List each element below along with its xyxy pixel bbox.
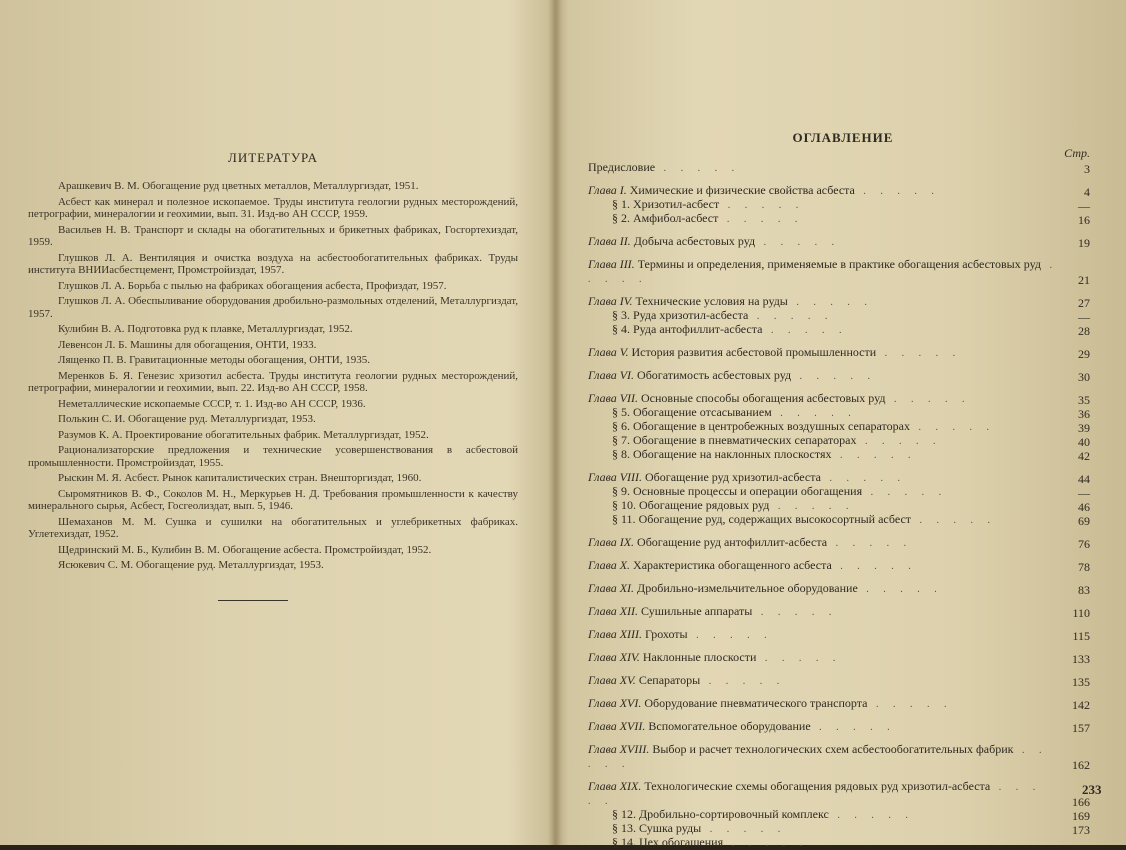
toc-leader-dots: . . . . .	[911, 515, 997, 526]
toc-leader-dots: . . . . .	[771, 408, 857, 419]
toc-entry-text: Наклонные плоскости	[642, 650, 757, 664]
toc-entry-text: Руда хризотил-асбеста	[633, 308, 749, 322]
toc-entry-label: § 10.	[612, 498, 636, 512]
reference-item: Рационализаторские предложения и технические усовершенствования в асбестовой промышленности. Промстройиздат, 1955.	[28, 444, 518, 469]
reference-item: Левенсон Л. Б. Машины для обогащения, ОНТИ, 1933.	[58, 338, 317, 351]
toc-page-number: 133	[1072, 652, 1090, 666]
toc-leader-dots: . . . . .	[756, 653, 842, 664]
reference-item: Рыскин М. Я. Асбест. Рынок капиталистических стран. Внешторгиздат, 1960.	[58, 472, 422, 484]
toc-page-number: 16	[1078, 213, 1090, 227]
toc-entry-label: § 12.	[612, 807, 636, 821]
toc-leader-dots: . . . . .	[909, 422, 995, 433]
toc-entry-text: Сушка руды	[639, 821, 702, 835]
toc-leader-dots: . . . . .	[655, 163, 741, 174]
toc-page-number: 46	[1078, 500, 1090, 514]
toc-entry-label: § 7.	[612, 433, 630, 447]
toc-chapter	[588, 471, 1098, 485]
toc-entry-text: Обогащение в пневматических сепараторах	[633, 433, 857, 447]
toc-entry-label: Глава IV.	[588, 294, 633, 308]
toc-section	[588, 448, 1098, 462]
reference-item: Глушков Л. А. Вентиляция и очистка воздуха на асбестообогатительных фабриках. Труды института ВНИИасбестцемент, Промстройиздат, 1957.	[28, 251, 518, 276]
right-page	[588, 130, 1098, 850]
toc-chapter	[588, 295, 1098, 309]
toc-entry-text: Обогащение руд хризотил-асбеста	[645, 470, 821, 484]
toc-section	[588, 212, 1098, 226]
toc-chapter	[588, 674, 1098, 688]
toc-chapter	[588, 651, 1098, 665]
toc-entry-label: Глава IX.	[588, 535, 635, 549]
toc-leader-dots: . . . . .	[588, 782, 1042, 807]
toc-entry-text: Основные процессы и операции обогащения	[633, 484, 863, 498]
toc-entry-label: Глава XIII.	[588, 627, 643, 641]
toc-entry-label: Глава XIX.	[588, 779, 642, 793]
toc-chapter	[588, 536, 1098, 550]
toc-leader-dots: . . . . .	[867, 699, 953, 710]
toc-entry-label: § 9.	[612, 484, 630, 498]
toc-page-number: 173	[1072, 823, 1090, 837]
toc-leader-dots: . . . . .	[700, 676, 786, 687]
toc-section	[588, 485, 1098, 499]
toc-entry-label: § 2.	[612, 211, 630, 225]
toc-leader-dots: . . . . .	[752, 607, 838, 618]
toc-entry-label: Глава II.	[588, 234, 631, 248]
toc-leader-dots: . . . . .	[718, 214, 804, 225]
toc-entry-label: Глава V.	[588, 345, 629, 359]
toc-entry-text: Технические условия на руды	[635, 294, 788, 308]
page-column-label: Стр.	[1064, 146, 1090, 160]
toc-page-number: 157	[1072, 721, 1090, 735]
toc-entry-label: § 6.	[612, 419, 630, 433]
toc-leader-dots: . . . . .	[588, 745, 1048, 770]
toc-entry-text: Обогащение на наклонных плоскостях	[633, 447, 832, 461]
toc-entry-label: Глава XVII.	[588, 719, 646, 733]
toc-page-number: 166	[1072, 795, 1090, 809]
toc-leader-dots: . . . . .	[687, 630, 773, 641]
toc-chapter	[588, 628, 1098, 642]
toc-chapter	[588, 720, 1098, 734]
toc-page-number: —	[1078, 486, 1090, 500]
toc-entry-label: Глава XVIII.	[588, 742, 650, 756]
toc-entry-label: Глава XVI.	[588, 696, 642, 710]
reference-item: Полькин С. И. Обогащение руд. Металлургиздат, 1953.	[58, 413, 316, 425]
toc-page-number: 39	[1078, 421, 1090, 435]
reference-item: Глушков Л. А. Борьба с пылью на фабриках обогащения асбеста, Профиздат, 1957.	[58, 279, 447, 292]
toc-entry-text: Оборудование пневматического транспорта	[644, 696, 868, 710]
toc-entry-text: Предисловие	[588, 160, 656, 174]
toc-leader-dots: . . . . .	[755, 237, 841, 248]
toc-page-number: 44	[1078, 472, 1090, 486]
toc-list	[588, 161, 1098, 850]
toc-entry-label: Глава VIII.	[588, 470, 643, 484]
toc-entry-text: Обогатимость асбестовых руд	[637, 368, 792, 382]
toc-page-number: 19	[1078, 236, 1090, 250]
reference-list	[28, 180, 518, 572]
toc-leader-dots: . . . . .	[762, 325, 848, 336]
toc-entry-label: Глава X.	[588, 558, 631, 572]
toc-page-number: 27	[1078, 296, 1090, 310]
toc-page-number: 69	[1078, 514, 1090, 528]
toc-chapter	[588, 184, 1098, 198]
toc-page-number: 3	[1084, 162, 1090, 176]
toc-section	[588, 406, 1098, 420]
toc-page-number: 169	[1072, 809, 1090, 823]
toc-entry-text: Сепараторы	[638, 673, 701, 687]
toc-leader-dots: . . . . .	[820, 473, 906, 484]
toc-entry-text: Технологические схемы обогащения рядовых руд хризотил-асбеста	[644, 779, 991, 793]
toc-leader-dots: . . . . .	[862, 487, 948, 498]
toc-chapter	[588, 392, 1098, 406]
toc-leader-dots: . . . . .	[885, 394, 971, 405]
toc-chapter	[588, 780, 1098, 808]
toc-section	[588, 499, 1098, 513]
toc-section	[588, 198, 1098, 212]
toc-entry-label: Глава III.	[588, 257, 635, 271]
toc-entry-text: Амфибол-асбест	[633, 211, 719, 225]
toc-entry-label: Глава I.	[588, 183, 627, 197]
toc-chapter	[588, 369, 1098, 383]
toc-title: ОГЛАВЛЕНИЕ	[792, 130, 894, 145]
toc-entry-label: Глава VII.	[588, 391, 639, 405]
reference-item: Неметаллические ископаемые СССР, т. 1. Изд-во АН СССР, 1936.	[58, 397, 366, 410]
reference-item: Васильев Н. В. Транспорт и склады на обогатительных и брикетных фабриках, Госгортехиздат, 1959.	[28, 223, 518, 248]
toc-leader-dots: . . . . .	[791, 371, 877, 382]
toc-entry-text: Обогащение рядовых руд	[639, 498, 770, 512]
toc-page-number: —	[1078, 310, 1090, 324]
toc-page-number: 40	[1078, 435, 1090, 449]
toc-section	[588, 323, 1098, 337]
toc-entry-text: Цех обогащения	[639, 835, 724, 849]
left-page	[28, 150, 518, 601]
toc-section	[588, 434, 1098, 448]
toc-page-number: —	[1078, 199, 1090, 213]
toc-chapter	[588, 605, 1098, 619]
toc-entry	[588, 161, 1098, 175]
toc-leader-dots: . . . . .	[810, 722, 896, 733]
toc-entry-text: Дробильно-сортировочный комплекс	[639, 807, 829, 821]
toc-entry-text: Сушильные аппараты	[641, 604, 753, 618]
toc-entry-text: Характеристика обогащенного асбеста	[633, 558, 832, 572]
toc-chapter	[588, 559, 1098, 573]
toc-leader-dots: . . . . .	[828, 810, 914, 821]
toc-page-number: 110	[1072, 606, 1090, 620]
reference-item: Разумов К. А. Проектирование обогатительных фабрик. Металлургиздат, 1952.	[58, 428, 429, 441]
toc-entry-text: Термины и определения, применяемые в практике обогащения асбестовых руд	[637, 257, 1041, 271]
toc-chapter	[588, 258, 1098, 286]
book-gutter	[548, 0, 562, 845]
toc-entry-label: § 14.	[612, 835, 636, 849]
toc-entry-text: Выбор и расчет технологических схем асбестообогатительных фабрик	[652, 742, 1014, 756]
toc-entry-text: Грохоты	[645, 627, 688, 641]
literature-title: ЛИТЕРАТУРА	[228, 150, 318, 165]
toc-entry-text: Обогащение руд, содержащих высокосортный асбест	[638, 512, 912, 526]
reference-item: Лященко П. В. Гравитационные методы обогащения, ОНТИ, 1935.	[58, 354, 371, 366]
toc-chapter	[588, 582, 1098, 596]
toc-leader-dots: . . . . .	[787, 297, 873, 308]
toc-leader-dots: . . . . .	[748, 311, 834, 322]
toc-entry-text: Дробильно-измельчительное оборудование	[637, 581, 858, 595]
toc-entry-label: § 3.	[612, 308, 630, 322]
toc-leader-dots: . . . . .	[769, 501, 855, 512]
toc-page-number: 115	[1072, 629, 1090, 643]
toc-entry-text: Химические и физические свойства асбеста	[629, 183, 855, 197]
toc-entry-text: История развития асбестовой промышленности	[631, 345, 877, 359]
toc-entry-text: Добыча асбестовых руд	[633, 234, 756, 248]
toc-entry-label: Глава XIV.	[588, 650, 640, 664]
reference-item: Глушков Л. А. Обеспыливание оборудования дробильно-размольных отделений, Металлургиздат, 1957.	[28, 295, 518, 320]
toc-chapter	[588, 346, 1098, 360]
toc-chapter	[588, 697, 1098, 711]
toc-entry-text: Основные способы обогащения асбестовых руд	[641, 391, 886, 405]
toc-leader-dots: . . . . .	[856, 436, 942, 447]
toc-page-number: 28	[1078, 324, 1090, 338]
toc-entry-text: Обогащение в центробежных воздушных сепараторах	[633, 419, 910, 433]
toc-entry-label: § 4.	[612, 322, 630, 336]
toc-entry-text: Обогащение руд антофиллит-асбеста	[637, 535, 828, 549]
toc-entry-label: § 8.	[612, 447, 630, 461]
toc-leader-dots: . . . . .	[827, 538, 913, 549]
end-rule	[218, 600, 288, 601]
toc-leader-dots: . . . . .	[876, 348, 962, 359]
reference-item: Шемаханов М. М. Сушка и сушилки на обогатительных и углебрикетных фабриках. Углетехиздат, 1952.	[28, 515, 518, 540]
toc-leader-dots: . . . . .	[719, 200, 805, 211]
toc-page-number: 42	[1078, 449, 1090, 463]
toc-chapter	[588, 743, 1098, 771]
reference-item: Меренков Б. Я. Генезис хризотил асбеста. Труды института геологии рудных месторождений, петрографии, минералогии и геохимии, вып. 22. Изд-во АН СССР, 1958.	[28, 369, 518, 394]
reference-item: Ясюкевич С. М. Обогащение руд. Металлургиздат, 1953.	[58, 559, 324, 571]
toc-page-number: 35	[1078, 393, 1090, 407]
toc-section	[588, 513, 1098, 527]
toc-leader-dots: . . . . .	[857, 584, 943, 595]
toc-entry-label: Глава VI.	[588, 368, 635, 382]
reference-item: Щедринский М. Б., Кулибин В. М. Обогащение асбеста. Промстройиздат, 1952.	[58, 543, 432, 556]
toc-entry-label: Глава XII.	[588, 604, 639, 618]
toc-section	[588, 822, 1098, 836]
toc-section	[588, 420, 1098, 434]
toc-leader-dots: . . . . .	[588, 260, 1058, 285]
toc-leader-dots: . . . . .	[723, 838, 809, 849]
reference-item: Кулибин В. А. Подготовка руд к плавке, Металлургиздат, 1952.	[58, 323, 353, 335]
reference-item: Асбест как минерал и полезное ископаемое. Труды института геологии рудных месторождений, петрографии, минералогии и геохимии, вып. 31. Изд-во АН СССР, 1959.	[28, 195, 518, 220]
toc-page-number: 135	[1072, 675, 1090, 689]
toc-chapter	[588, 235, 1098, 249]
toc-page-number: 29	[1078, 347, 1090, 361]
toc-entry-label: Глава XV.	[588, 673, 636, 687]
toc-entry-label: § 13.	[612, 821, 636, 835]
toc-page-number: 162	[1072, 758, 1090, 772]
toc-entry-text: Вспомогательное оборудование	[648, 719, 811, 733]
toc-page-number: 142	[1072, 698, 1090, 712]
toc-leader-dots: . . . . .	[831, 450, 917, 461]
toc-section	[588, 836, 1098, 850]
toc-entry-label: § 5.	[612, 405, 630, 419]
toc-page-number: 83	[1078, 583, 1090, 597]
toc-page-number: 76	[1078, 537, 1090, 551]
toc-entry-text: Обогащение отсасыванием	[633, 405, 772, 419]
toc-entry-label: § 11.	[612, 512, 636, 526]
toc-leader-dots: . . . . .	[854, 186, 940, 197]
reference-item: Сыромятников В. Ф., Соколов М. Н., Меркурьев Н. Д. Требования промышленности к качеству минерального сырья, Асбест, Госгеолиздат, вып. 5, 1946.	[28, 487, 518, 512]
toc-section	[588, 309, 1098, 323]
toc-leader-dots: . . . . .	[831, 561, 917, 572]
toc-entry-label: § 1.	[612, 197, 630, 211]
reference-item: Арашкевич В. М. Обогащение руд цветных металлов, Металлургиздат, 1951.	[58, 180, 419, 192]
toc-entry-label: Глава XI.	[588, 581, 635, 595]
toc-entry-text: Руда антофиллит-асбеста	[633, 322, 763, 336]
toc-entry-text: Хризотил-асбест	[633, 197, 720, 211]
toc-page-number: 36	[1078, 407, 1090, 421]
toc-page-number: 4	[1084, 185, 1090, 199]
toc-page-number: 78	[1078, 560, 1090, 574]
toc-section	[588, 808, 1098, 822]
toc-page-number: 30	[1078, 370, 1090, 384]
toc-leader-dots: . . . . .	[701, 824, 787, 835]
page-number: 233	[1082, 782, 1102, 797]
toc-page-number: 21	[1078, 273, 1090, 287]
